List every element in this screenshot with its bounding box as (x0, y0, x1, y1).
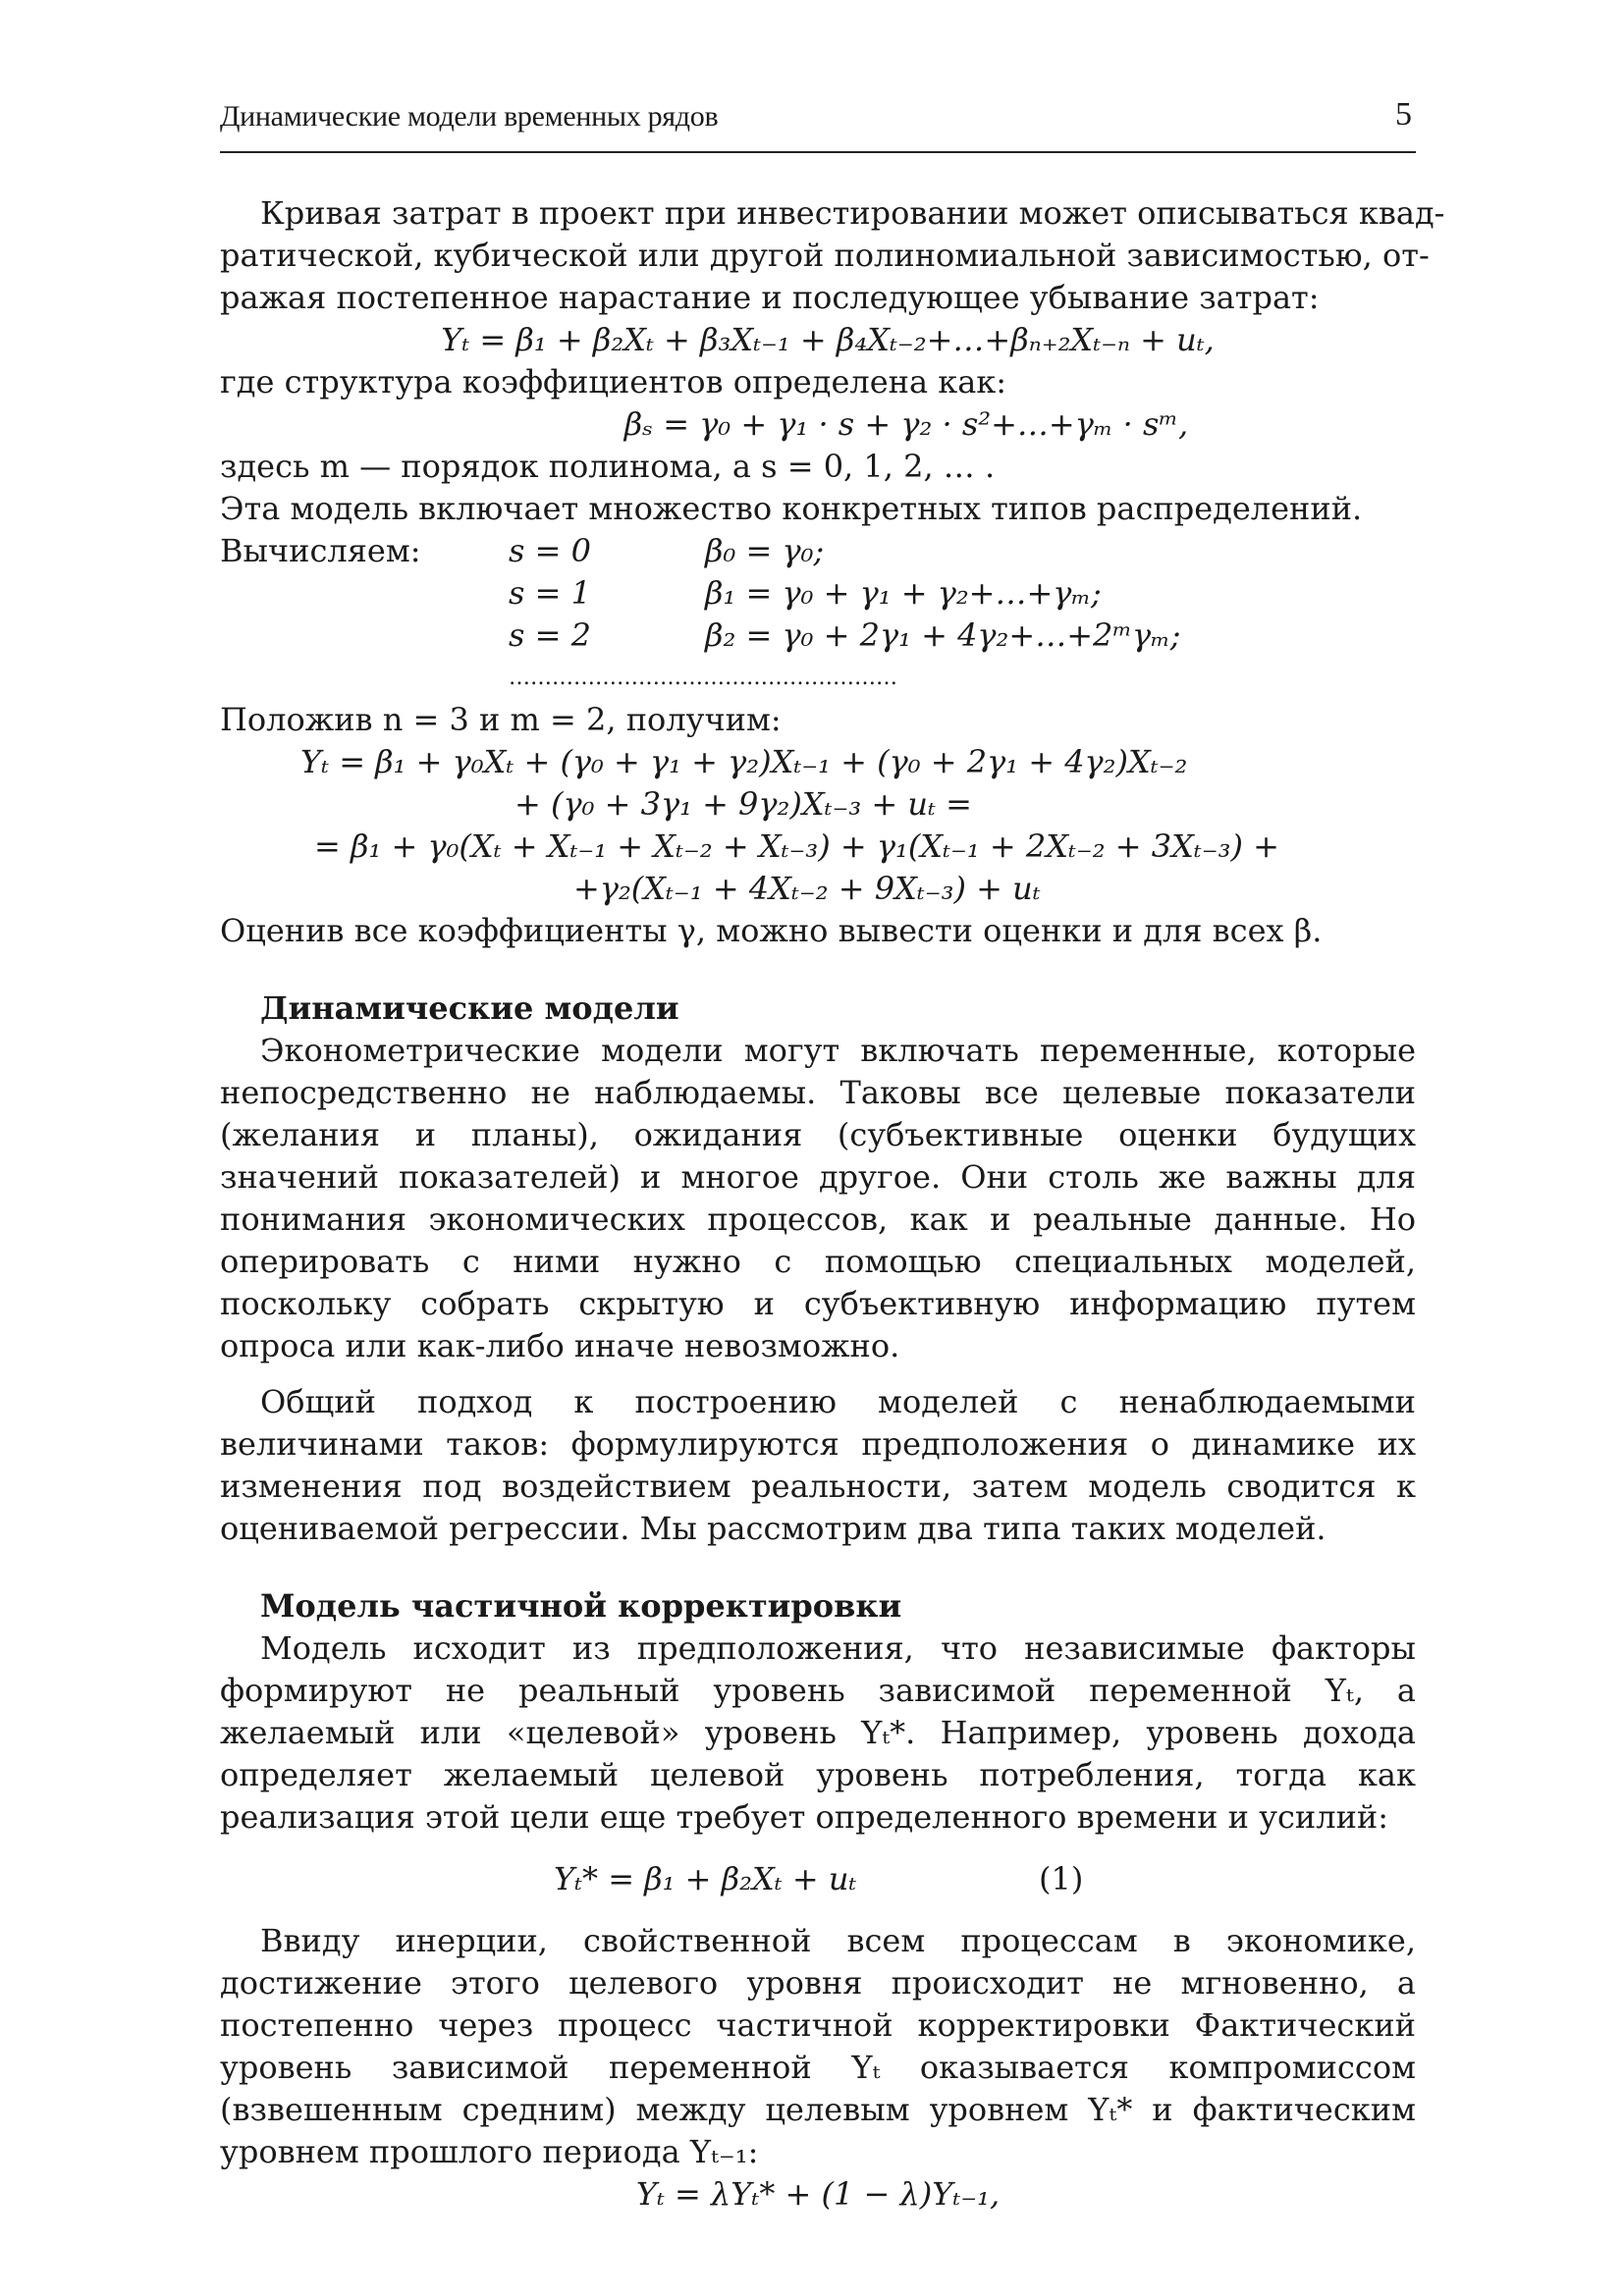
calc-expr: β₂ = γ₀ + 2γ₁ + 4γ₂+…+2ᵐγₘ; (705, 616, 1181, 654)
paragraph-line: ратической, кубической или другой полиномиальной зависимостью, от- (220, 237, 1430, 274)
text-line: здесь m — порядок полинома, а s = 0, 1, 2, … . (220, 448, 996, 485)
expansion-line: +γ₂(Xₜ₋₁ + 4Xₜ₋₂ + 9Xₜ₋₃) + uₜ (573, 870, 1041, 907)
equation-2: Yₜ = λYₜ* + (1 − λ)Yₜ₋₁, (635, 2175, 1001, 2213)
paragraph: Эконометрические модели могут включать переменные, которые непосредственно не наблюдаемы. Таковы все целевые показатели (желания и планы), ожидания (субъективные оценки будущих значений показателей) и многое другое. Они столь же важны для понимания экономических процессов, как и реальные данные. Но оперировать с ними нужно с помощью специальных моделей, поскольку собрать скрытую и субъективную информацию путем опроса или как-либо иначе невозможно. (220, 1032, 1416, 1364)
expansion-line: = β₁ + γ₀(Xₜ + Xₜ₋₁ + Xₜ₋₂ + Xₜ₋₃) + γ₁(Xₜ₋₁ + 2Xₜ₋₂ + 3Xₜ₋₃) + (314, 828, 1279, 865)
paragraph: Общий подход к построению моделей с ненаблюдаемыми величинами таков: формулируются предположения о динамике их изменения под воздействием реальности, затем модель сводится к оцениваемой регрессии. Мы рассмотрим два типа таких моделей. (220, 1383, 1416, 1547)
calculation-table (220, 530, 1181, 699)
text-line: Эта модель включает множество конкретных типов распределений. (220, 490, 1363, 527)
running-title: Динамические модели временных рядов (220, 100, 719, 133)
equation-1: Yₜ* = β₁ + β₂Xₜ + uₜ (554, 1860, 857, 1897)
paragraph-line: ражая постепенное нарастание и последующее убывание затрат: (220, 279, 1320, 316)
calc-s: s = 2 (509, 616, 591, 654)
calc-expr: β₀ = γ₀; (705, 532, 825, 569)
equation-1-row (220, 1858, 1416, 1900)
equation-1-number: (1) (1039, 1860, 1084, 1897)
calc-s: s = 1 (509, 574, 591, 612)
page-body (220, 192, 1445, 2216)
paragraph-line: Кривая затрат в проект при инвестировании может описываться квад- (260, 194, 1445, 232)
section-heading: Модель частичной корректировки (260, 1587, 902, 1625)
section-heading: Динамические модели (260, 989, 679, 1027)
expansion-line: Yₜ = β₁ + γ₀Xₜ + (γ₀ + γ₁ + γ₂)Xₜ₋₁ + (γ₀ + 2γ₁ + 4γ₂)Xₜ₋₂ (300, 743, 1188, 780)
calc-label: Вычисляем: (220, 532, 421, 569)
formula-yt-polynomial: Yₜ = β₁ + β₂Xₜ + β₃Xₜ₋₁ + β₄Xₜ₋₂+…+βₙ₊₂Xₜ₋ₙ + uₜ, (441, 321, 1215, 358)
paragraph: Модель исходит из предположения, что независимые факторы формируют не реальный уровень зависимой переменной Yₜ, а желаемый или «целевой» уровень Yₜ*. Например, уровень дохода определяет желаемый целевой уровень потребления, тогда как реализация этой цели еще требует определенного времени и усилий: (220, 1629, 1416, 1836)
formula-beta-s: βₛ = γ₀ + γ₁ · s + γ₂ · s²+…+γₘ · sᵐ, (623, 405, 1189, 443)
calc-s: s = 0 (509, 532, 591, 569)
calc-dots: ……………………………………………… (509, 666, 897, 690)
calc-expr: β₁ = γ₀ + γ₁ + γ₂+…+γₘ; (705, 574, 1102, 612)
text-line: Положив n = 3 и m = 2, получим: (220, 701, 782, 738)
page-number: 5 (1395, 96, 1412, 133)
text-line: Оценив все коэффициенты γ, можно вывести оценки и для всех β. (220, 912, 1323, 949)
paragraph: Ввиду инерции, свойственной всем процессам в экономике, достижение этого целевого уровня происходит не мгновенно, а постепенно через процесс частичной корректировки Фактический уровень зависимой переменной Yₜ оказывается компромиссом (взвешенным средним) между целевым уровнем Yₜ* и фактическим уровнем прошлого периода Yₜ₋₁: (220, 1922, 1416, 2170)
expansion-line: + (γ₀ + 3γ₁ + 9γ₂)Xₜ₋₃ + uₜ = (514, 785, 972, 823)
text-line: где структура коэффициентов определена как: (220, 363, 1007, 400)
page-header (220, 94, 1416, 153)
